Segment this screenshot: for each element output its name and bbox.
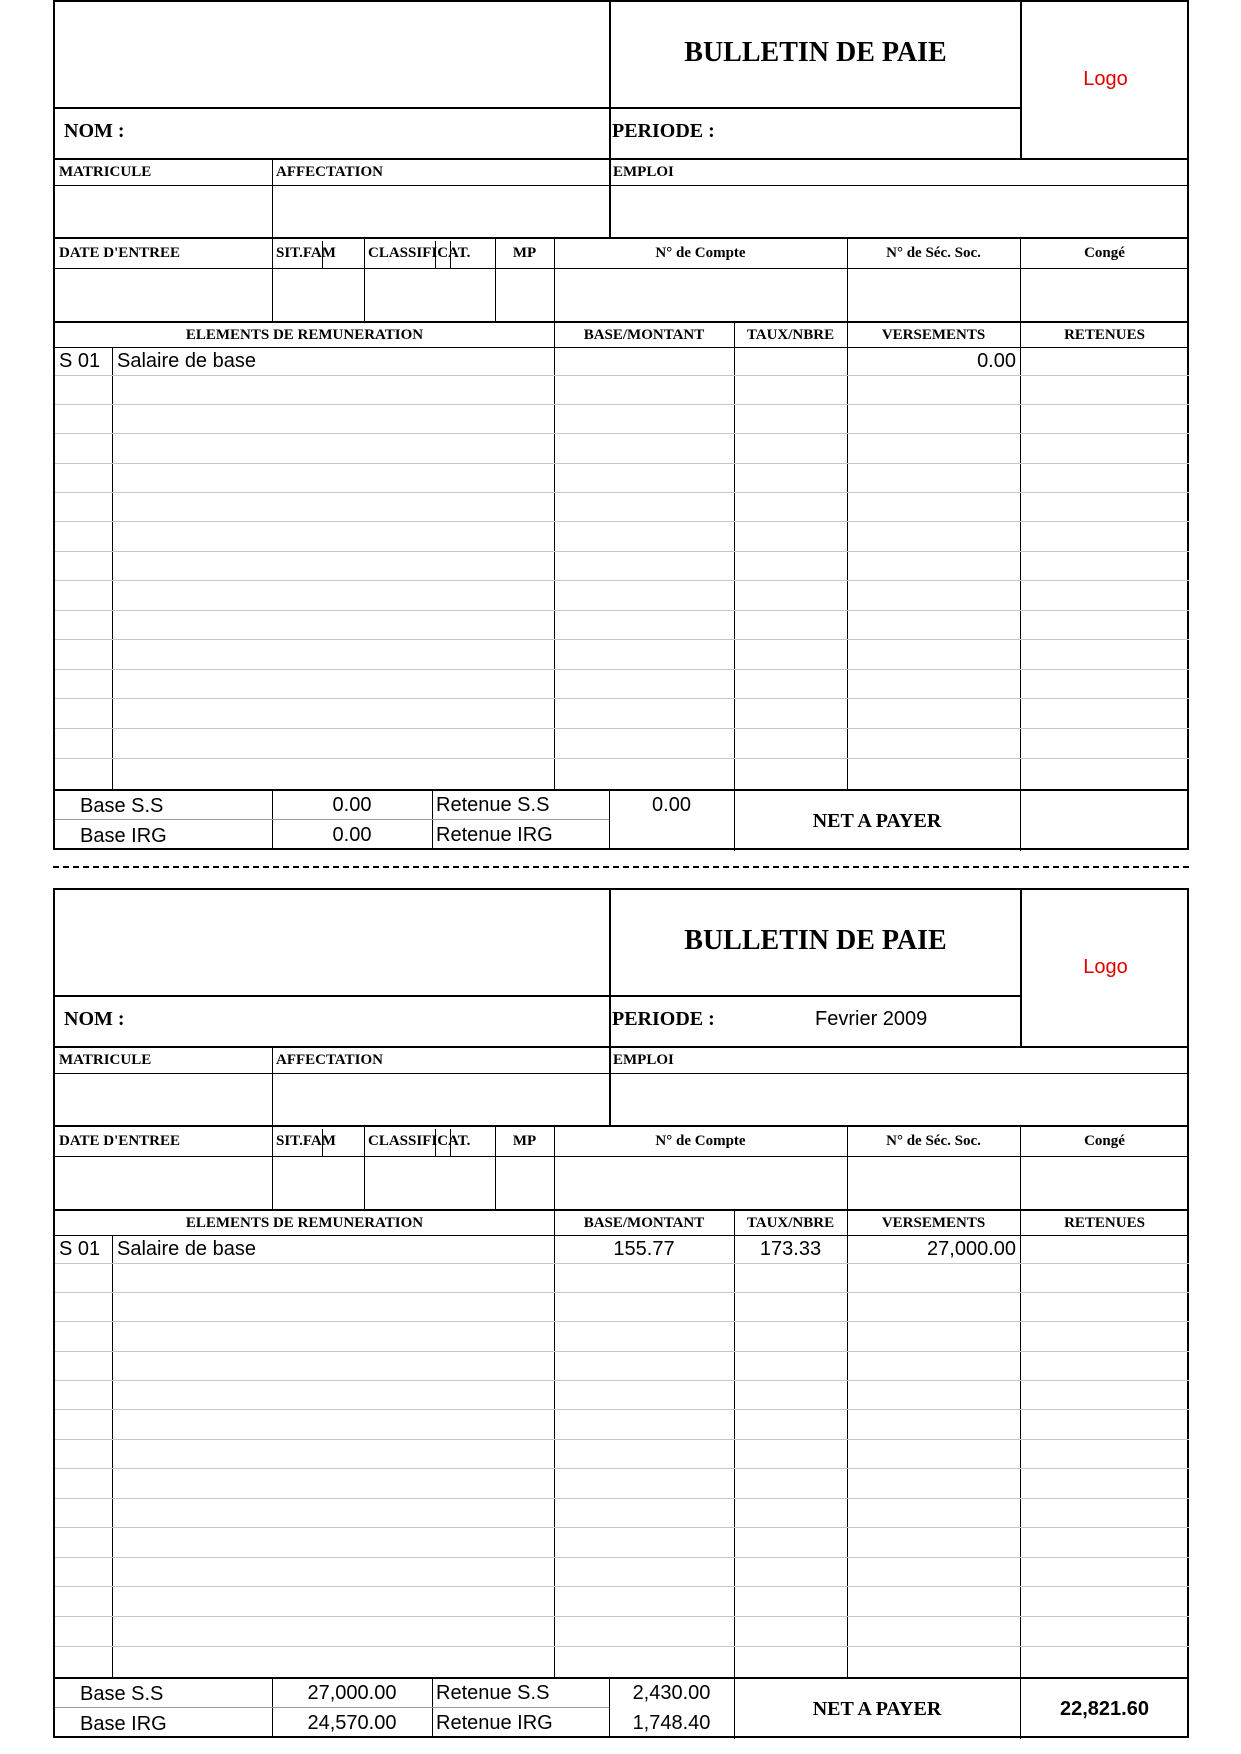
base-header: BASE/MONTANT: [583, 1215, 705, 1231]
affectation-header: AFFECTATION: [276, 164, 383, 180]
periode-label: PERIODE :: [612, 120, 715, 142]
taux-header: TAUX/NBRE: [746, 327, 835, 343]
net-a-payer-label: NET A PAYER: [812, 810, 942, 832]
base-irg-value: 24,570.00: [307, 1712, 397, 1734]
base-ss-value: 0.00: [332, 794, 372, 816]
retenue-irg-label: Retenue IRG: [436, 1712, 553, 1734]
matricule-header: MATRICULE: [59, 164, 152, 180]
base-header: BASE/MONTANT: [583, 327, 705, 343]
nom-label: NOM :: [64, 120, 125, 142]
net-a-payer-label: NET A PAYER: [812, 1698, 942, 1720]
sit-fam-header: SIT.FAM: [276, 245, 336, 261]
company-logo: Logo: [1083, 68, 1128, 90]
date-entree-header: DATE D'ENTREE: [59, 245, 180, 261]
taux-header: TAUX/NBRE: [746, 1215, 835, 1231]
slip-title: BULLETIN DE PAIE: [684, 925, 947, 956]
base-ss-value: 27,000.00: [307, 1682, 397, 1704]
compte-header: N° de Compte: [655, 1133, 746, 1149]
retenue-ss-label: Retenue S.S: [436, 794, 550, 816]
conge-header: Congé: [1084, 245, 1125, 261]
base-irg-value: 0.00: [332, 824, 372, 846]
nom-label: NOM :: [64, 1008, 125, 1030]
base-ss-label: Base S.S: [80, 1683, 164, 1705]
classification-header: CLASSIFICAT.: [368, 1133, 471, 1149]
line-label: Salaire de base: [117, 1238, 256, 1260]
secu-header: N° de Séc. Soc.: [886, 1133, 981, 1149]
date-entree-header: DATE D'ENTREE: [59, 1133, 180, 1149]
retenues-header: RETENUES: [1064, 1215, 1145, 1231]
line-label: Salaire de base: [117, 350, 256, 372]
periode-value: Fevrier 2009: [815, 1008, 928, 1030]
retenue-ss-value: 0.00: [652, 794, 691, 816]
retenue-ss-value: 2,430.00: [632, 1682, 711, 1704]
line-taux: 173.33: [759, 1238, 822, 1260]
base-irg-label: Base IRG: [80, 825, 167, 847]
net-a-payer-value: 22,821.60: [1060, 1698, 1149, 1720]
retenues-header: RETENUES: [1064, 327, 1145, 343]
retenue-irg-value: 1,748.40: [632, 1712, 711, 1734]
mp-header: MP: [512, 1133, 537, 1149]
affectation-header: AFFECTATION: [276, 1052, 383, 1068]
conge-header: Congé: [1084, 1133, 1125, 1149]
line-versement: 0.00: [977, 350, 1016, 372]
periode-label: PERIODE :: [612, 1008, 715, 1030]
elements-header: ELEMENTS DE REMUNERATION: [185, 327, 424, 343]
emploi-header: EMPLOI: [613, 164, 674, 180]
versements-header: VERSEMENTS: [881, 327, 986, 343]
classification-header: CLASSIFICAT.: [368, 245, 471, 261]
pay-slip: [53, 888, 1189, 1738]
secu-header: N° de Séc. Soc.: [886, 245, 981, 261]
elements-header: ELEMENTS DE REMUNERATION: [185, 1215, 424, 1231]
sit-fam-header: SIT.FAM: [276, 1133, 336, 1149]
line-versement: 27,000.00: [927, 1238, 1016, 1260]
pay-slip: [53, 0, 1189, 850]
versements-header: VERSEMENTS: [881, 1215, 986, 1231]
company-logo: Logo: [1083, 956, 1128, 978]
line-base: 155.77: [613, 1238, 675, 1260]
mp-header: MP: [512, 245, 537, 261]
matricule-header: MATRICULE: [59, 1052, 152, 1068]
base-ss-label: Base S.S: [80, 795, 164, 817]
emploi-header: EMPLOI: [613, 1052, 674, 1068]
base-irg-label: Base IRG: [80, 1713, 167, 1735]
compte-header: N° de Compte: [655, 245, 746, 261]
retenue-irg-label: Retenue IRG: [436, 824, 553, 846]
slip-title: BULLETIN DE PAIE: [684, 37, 947, 68]
line-code: S 01: [59, 1238, 101, 1260]
retenue-ss-label: Retenue S.S: [436, 1682, 550, 1704]
line-code: S 01: [59, 350, 101, 372]
cut-line: [53, 866, 1189, 868]
